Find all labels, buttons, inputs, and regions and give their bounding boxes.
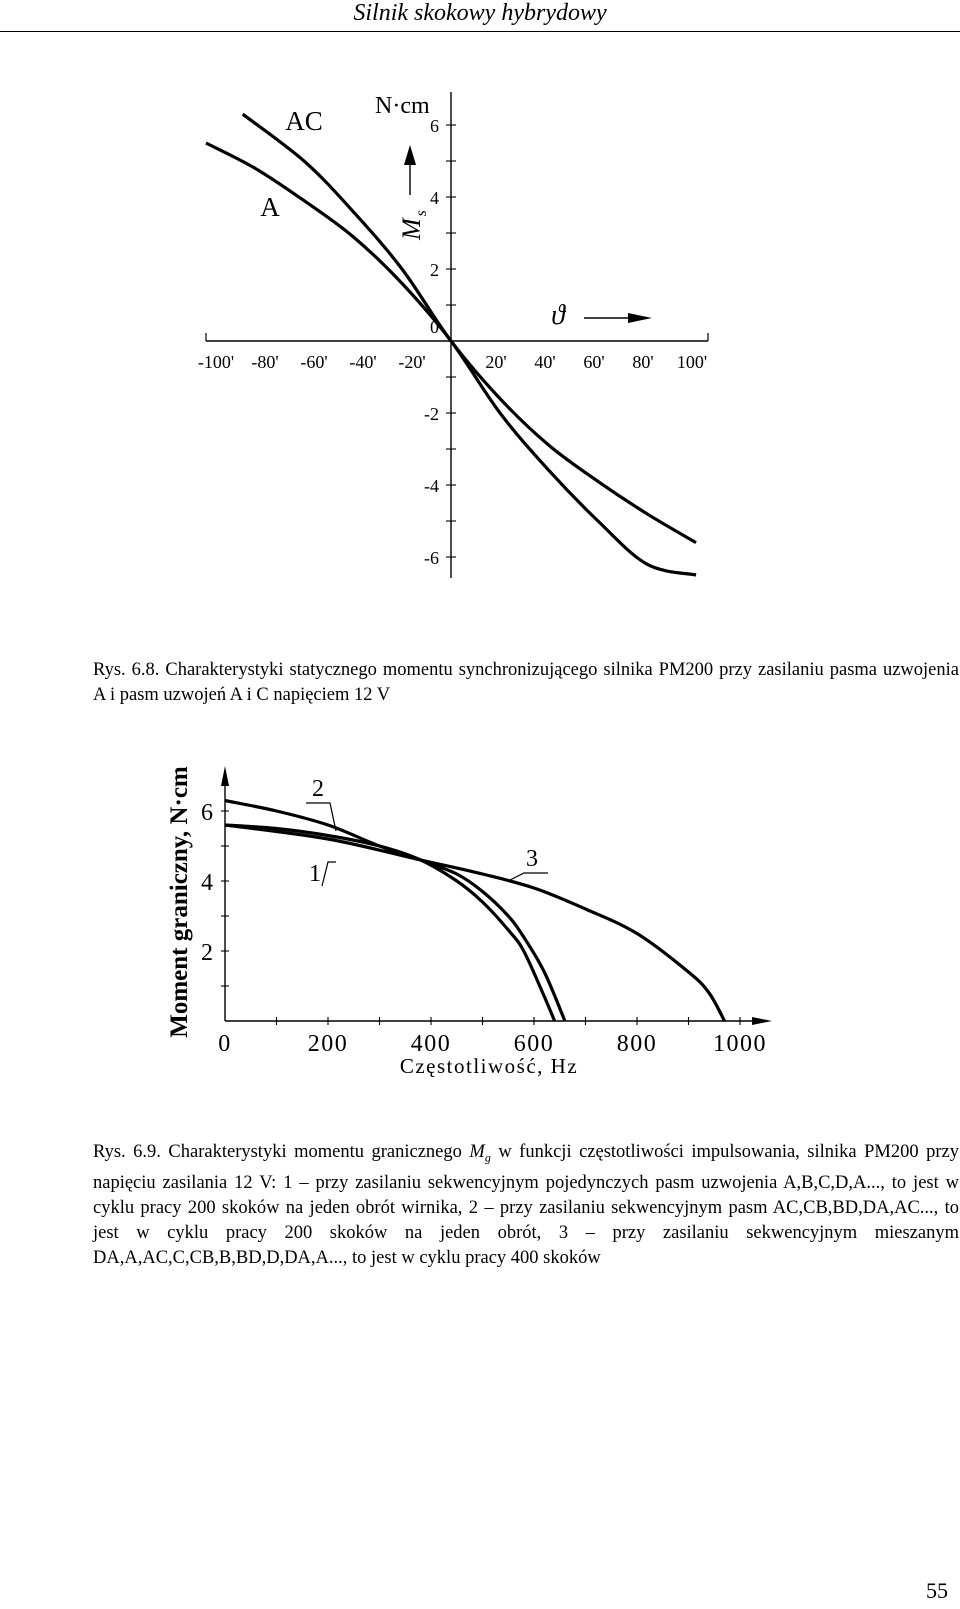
caption2-prefix: Rys. 6.9. Charakterystyki momentu granicznego (93, 1142, 470, 1162)
y-tick-label: 2 (201, 940, 213, 966)
curve-label-1: 1 (309, 861, 321, 887)
caption2-symbol: M (469, 1142, 485, 1162)
figure2-caption (93, 1140, 959, 1271)
curve-2 (225, 801, 565, 1022)
x-tick-label: 20' (485, 352, 507, 372)
x-tick-label: -60' (300, 352, 328, 372)
curve-label-3: 3 (526, 846, 538, 872)
x-tick-label: 60' (583, 352, 605, 372)
x-tick-label: 1000 (713, 1031, 767, 1057)
y-tick-label: 2 (430, 260, 439, 280)
y-axis-arrow (221, 766, 229, 786)
y-tick-label: -2 (424, 404, 439, 424)
ms-arrow-head (404, 145, 416, 165)
y-tick-label: -6 (424, 548, 439, 568)
y-tick-label: 4 (201, 870, 213, 896)
y-tick-label: 0 (430, 317, 439, 337)
y-axis-title: Moment graniczny, N·cm (166, 766, 193, 1038)
y-tick-label: 4 (430, 188, 439, 208)
x-tick-label: 100' (676, 352, 708, 372)
running-header: Silnik skokowy hybrydowy (353, 0, 607, 26)
leader-line-1 (322, 862, 336, 886)
unit-label: N·cm (375, 93, 430, 119)
caption2-subscript: g (484, 1150, 491, 1165)
curve-1 (225, 825, 555, 1021)
y-tick-label: -4 (424, 476, 439, 496)
figure1-caption: Rys. 6.8. Charakterystyki statycznego momentu synchronizującego silnika PM200 przy zasilaniu pasma uzwojenia A i pasm uzwojeń A i C napięciem 12 V (93, 660, 959, 705)
curve-3 (225, 825, 725, 1021)
fig1-labels (198, 93, 707, 568)
theta-arrow-head (628, 313, 652, 323)
caption2-rest: w funkcji częstotliwości impulsowania, silnika PM200 przy napięciu zasilania 12 V: 1 – przy zasilaniu sekwencyjnym pojedynczych pasm uzwojenia A,B,C,D,A..., to jest w cyklu pracy 200 skoków na jeden obrót wirnika, 2 – przy zasilaniu sekwencyjnym pasm AC,CB,BD,DA,AC..., to jest w cyklu pracy 200 skoków na jeden obrót, 3 – przy zasilaniu sekwencyjnym mieszanym DA,A,AC,C,CB,B,BD,D,DA,A..., to jest w cyklu pracy 400 skoków (93, 1142, 960, 1268)
curve-label-2: 2 (312, 776, 324, 802)
x-tick-label: 600 (513, 1031, 555, 1057)
y-tick-label: 6 (201, 800, 213, 826)
fig2-labels (166, 766, 767, 1078)
x-tick-label: -40' (349, 352, 377, 372)
page-number: 55 (926, 1578, 948, 1603)
fig2-axes (221, 766, 772, 1025)
curve-AC (243, 114, 696, 542)
x-tick-label: -100' (197, 352, 235, 372)
theta-symbol: ϑ (551, 300, 565, 331)
x-tick-label: -20' (398, 352, 426, 372)
x-tick-label: 80' (632, 352, 654, 372)
x-tick-label: 0 (218, 1031, 232, 1057)
y-tick-label: 6 (430, 116, 439, 136)
x-tick-label: 40' (534, 352, 556, 372)
x-tick-label: 800 (616, 1031, 658, 1057)
x-tick-label: -80' (251, 352, 279, 372)
figure-limit-torque (0, 740, 960, 1100)
axis-symbol-ms: $M_s$ (397, 210, 430, 240)
leader-line-3 (510, 873, 548, 880)
curve-label-a: A (260, 192, 280, 222)
x-axis-title: Częstotliwość, Hz (399, 1054, 579, 1078)
figure-synchronizing-torque (0, 0, 960, 640)
curve-label-ac: AC (285, 106, 323, 136)
x-tick-label: 400 (410, 1031, 452, 1057)
x-tick-label: 200 (307, 1031, 349, 1057)
x-axis-arrow (752, 1017, 772, 1025)
fig2-curves (225, 801, 725, 1022)
